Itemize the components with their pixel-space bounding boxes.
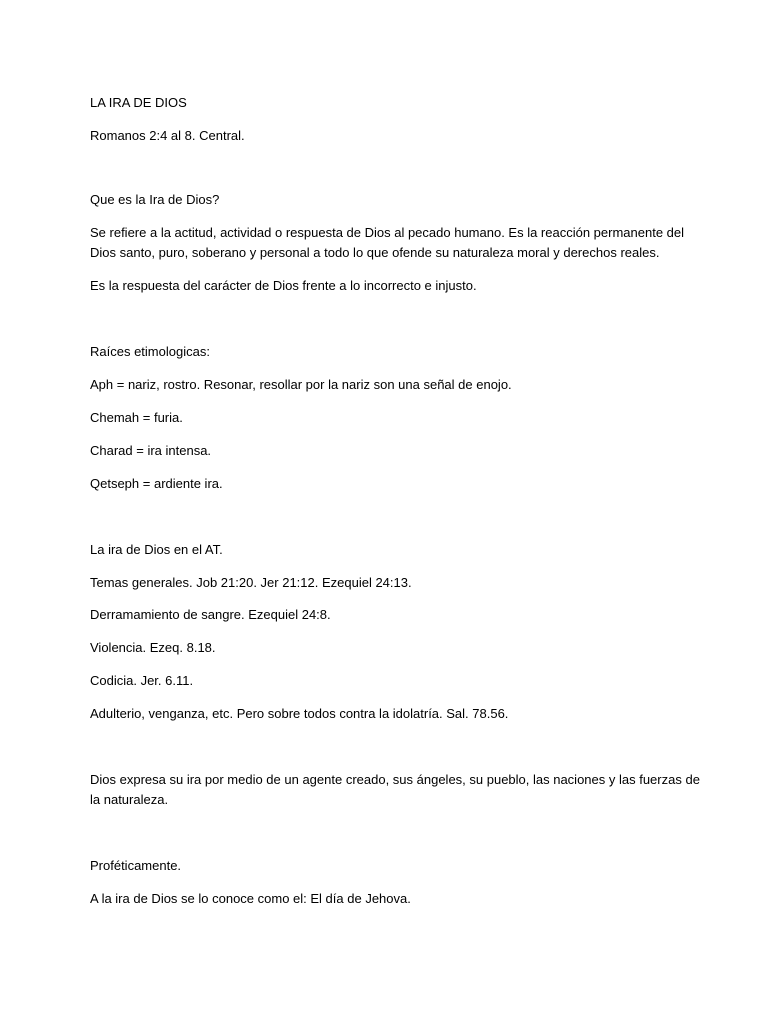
scripture-reference: Romanos 2:4 al 8. Central. [90, 128, 245, 143]
at-item-adultery: Adulterio, venganza, etc. Pero sobre todos contra la idolatría. Sal. 78.56. [90, 706, 509, 721]
at-item-general: Temas generales. Job 21:20. Jer 21:12. Ezequiel 24:13. [90, 575, 412, 590]
definition-line-2: Dios santo, puro, soberano y personal a todo lo que ofende su naturaleza moral y derechos reales. [90, 245, 660, 260]
question-heading: Que es la Ira de Dios? [90, 192, 220, 207]
at-heading: La ira de Dios en el AT. [90, 542, 223, 557]
agents-line-2: la naturaleza. [90, 792, 169, 807]
root-item-qetseph: Qetseph = ardiente ira. [90, 476, 223, 491]
agents-line-1: Dios expresa su ira por medio de un agente creado, sus ángeles, su pueblo, las naciones y las fuerzas de [90, 772, 700, 787]
root-item-charad: Charad = ira intensa. [90, 443, 212, 458]
root-item-chemah: Chemah = furia. [90, 410, 183, 425]
root-item-aph: Aph = nariz, rostro. Resonar, resollar por la nariz son una señal de enojo. [90, 377, 512, 392]
at-item-violence: Violencia. Ezeq. 8.18. [90, 640, 216, 655]
at-item-bloodshed: Derramamiento de sangre. Ezequiel 24:8. [90, 607, 331, 622]
definition-line-1: Se refiere a la actitud, actividad o respuesta de Dios al pecado humano. Es la reacción permanente del [90, 225, 685, 240]
prophetic-text: A la ira de Dios se lo conoce como el: El día de Jehova. [90, 891, 411, 906]
roots-heading: Raíces etimologicas: [90, 344, 210, 359]
prophetic-heading: Proféticamente. [90, 858, 182, 873]
response-paragraph: Es la respuesta del carácter de Dios frente a lo incorrecto e injusto. [90, 278, 477, 293]
document-title: LA IRA DE DIOS [90, 95, 187, 110]
at-item-greed: Codicia. Jer. 6.11. [90, 673, 194, 688]
